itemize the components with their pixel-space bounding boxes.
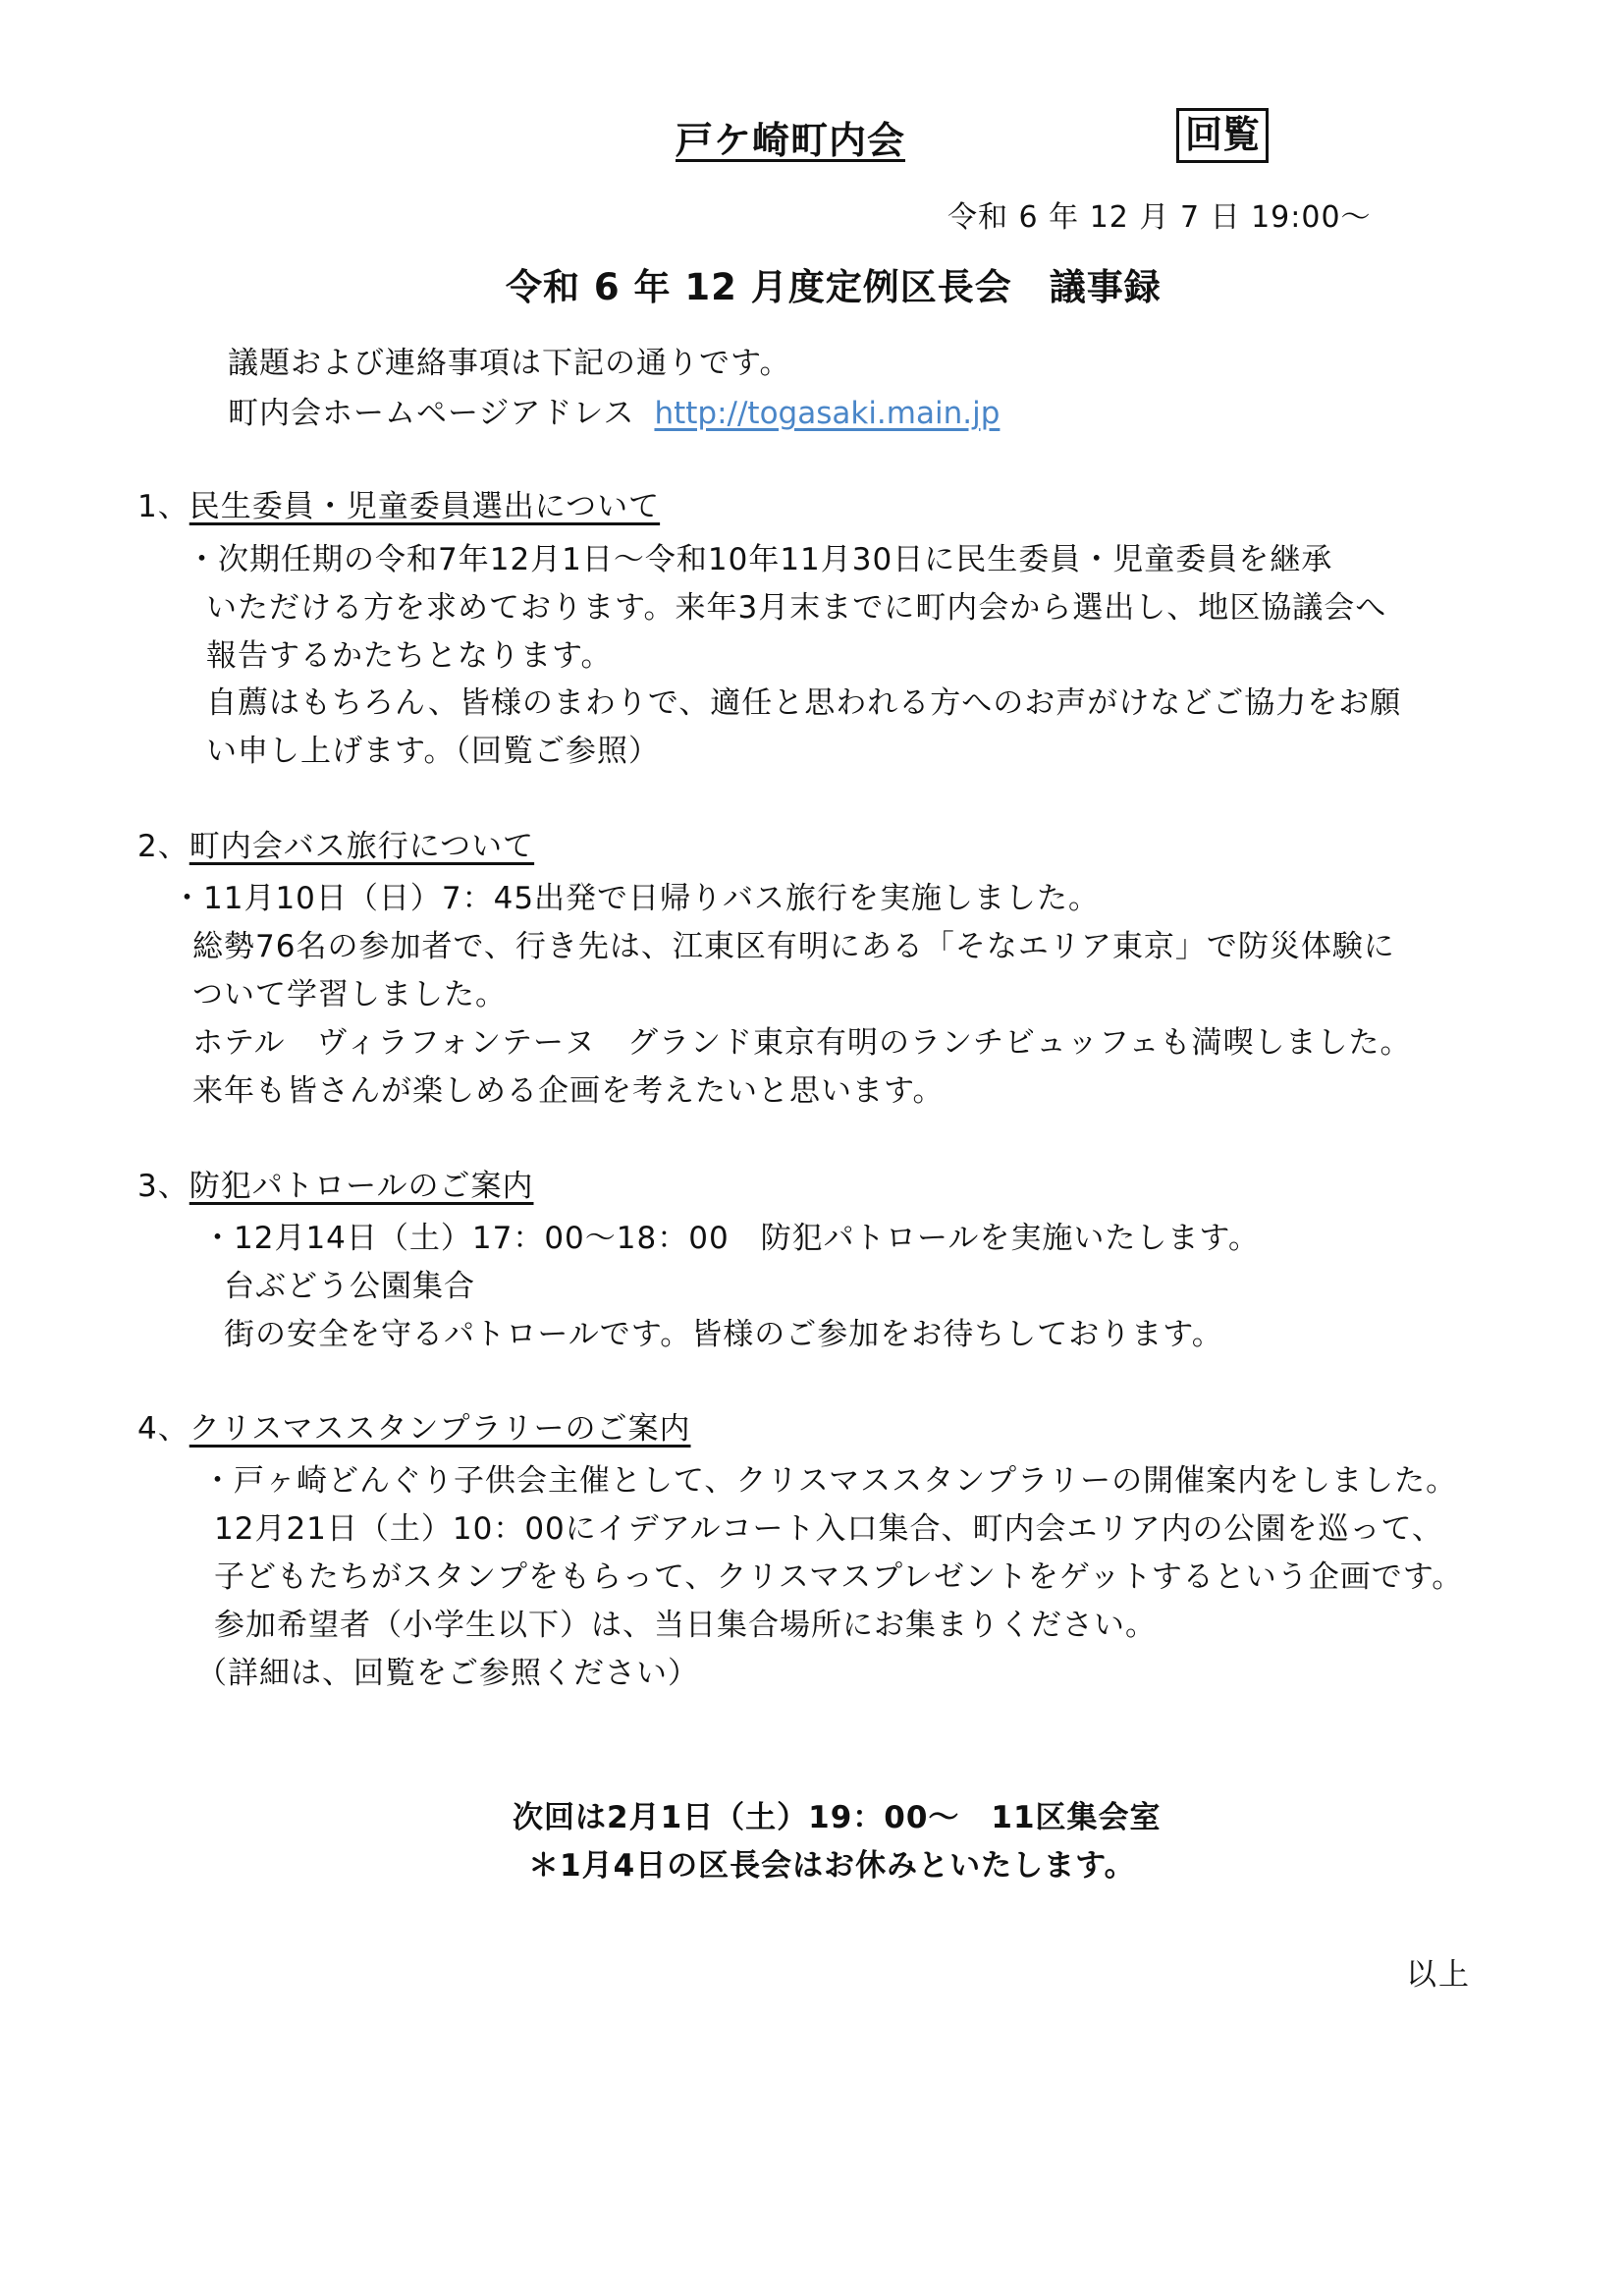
homepage-label: 町内会ホームページアドレス <box>228 396 635 431</box>
body-line: ・戸ヶ崎どんぐり子供会主催として、クリスマススタンプラリーの開催案内をしました。 <box>202 1463 1458 1499</box>
body-line: 台ぶどう公園集合 <box>224 1269 475 1304</box>
body-line: 街の安全を守るパトロールです。皆様のご参加をお待ちしております。 <box>224 1317 1223 1352</box>
body-line: ・12月14日（土）17：00～18：00 防犯パトロールを実施いたします。 <box>202 1221 1260 1256</box>
body-line: 来年も皆さんが楽しめる企画を考えたいと思います。 <box>192 1073 945 1109</box>
holiday-note: ＊1月4日の区長会はお休みといたします。 <box>528 1848 1136 1884</box>
body-line: （詳細は、回覧をご参照ください） <box>196 1656 699 1691</box>
section-number: 3、 <box>137 1169 189 1204</box>
body-line: いただける方を求めております。来年3月末までに町内会から選出し、地区協議会へ <box>206 590 1387 626</box>
body-line: 総勢76名の参加者で、行き先は、江東区有明にある「そなエリア東京」で防災体験に <box>192 929 1395 964</box>
document-title: 令和 6 年 12 月度定例区長会 議事録 <box>506 266 1162 308</box>
circulation-stamp: 回覧 <box>1176 108 1269 163</box>
body-line: 報告するかたちとなります。 <box>206 638 613 674</box>
body-line: 自薦はもちろん、皆様のまわりで、適任と思われる方へのお声がけなどご協力をお願 <box>206 685 1402 721</box>
body-line: ホテル ヴィラフォンテーヌ グランド東京有明のランチビュッフェも満喫しました。 <box>192 1025 1412 1061</box>
meeting-datetime: 令和 6 年 12 月 7 日 19:00～ <box>947 200 1372 235</box>
intro-text: 議題および連絡事項は下記の通りです。 <box>228 346 791 381</box>
section-title: 防犯パトロールのご案内 <box>189 1169 534 1204</box>
section-heading-4 <box>137 1403 691 1448</box>
section-heading-3 <box>137 1161 534 1205</box>
homepage-line <box>228 388 1000 432</box>
section-title: 町内会バス旅行について <box>189 829 535 864</box>
body-line: い申し上げます。（回覧ご参照） <box>206 734 661 769</box>
body-line: ・次期任期の令和7年12月1日～令和10年11月30日に民生委員・児童委員を継承 <box>187 542 1333 577</box>
end-mark: 以上 <box>1406 1957 1471 1993</box>
next-meeting: 次回は2月1日（土）19：00～ 11区集会室 <box>513 1800 1162 1835</box>
organization-name: 戸ケ崎町内会 <box>676 119 906 162</box>
body-line: 子どもたちがスタンプをもらって、クリスマスプレゼントをゲットするという企画です。 <box>214 1559 1464 1595</box>
section-title: クリスマススタンプラリーのご案内 <box>189 1411 691 1447</box>
homepage-link[interactable]: http://togasaki.main.jp <box>654 396 1001 431</box>
section-number: 4、 <box>137 1411 189 1447</box>
section-number: 1、 <box>137 489 189 524</box>
body-line: ついて学習しました。 <box>192 977 507 1012</box>
body-line: ・11月10日（日）7：45出発で日帰りバス旅行を実施しました。 <box>172 881 1101 916</box>
body-line: 12月21日（土）10：00にイデアルコート入口集合、町内会エリア内の公園を巡って、 <box>214 1511 1443 1547</box>
body-line: 参加希望者（小学生以下）は、当日集合場所にお集まりください。 <box>214 1608 1157 1643</box>
section-number: 2、 <box>137 829 189 864</box>
section-heading-2 <box>137 821 534 865</box>
section-heading-1 <box>137 481 660 525</box>
section-title: 民生委員・児童委員選出について <box>189 489 661 524</box>
